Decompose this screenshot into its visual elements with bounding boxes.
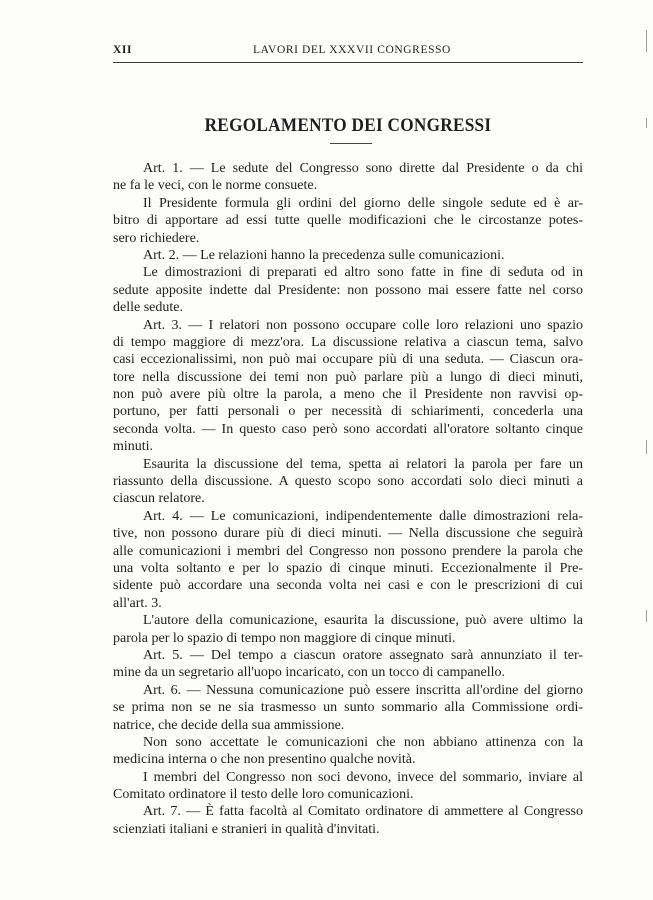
text-line: Art. 4. — Le comunicazioni, indipendentemente dalle dimostrazioni rela- [143, 508, 583, 524]
text-line: portuno, per fatti personali o per necessità di schiarimenti, concederla una [113, 404, 583, 420]
running-header [113, 40, 583, 60]
text-line: una volta soltanto e per lo spazio di cinque minuti. Eccezionalmente il Pre- [113, 560, 583, 576]
running-title: LAVORI DEL XXXVII CONGRESSO [253, 44, 451, 56]
title-underline [330, 143, 372, 144]
text-line: I membri del Congresso non soci devono, invece del sommario, inviare al [143, 769, 583, 785]
page-number: XII [113, 44, 133, 56]
section-title: REGOLAMENTO DEI CONGRESSI [204, 116, 492, 136]
text-line: alle comunicazioni i membri del Congresso non possono prendere la parola che [113, 543, 583, 559]
text-line: Comitato ordinatore il testo delle loro comunicazioni. [113, 787, 414, 803]
scan-edge-mark [646, 440, 647, 454]
text-line: all'art. 3. [113, 595, 162, 611]
text-line: seconda volta. — In questo caso però sono accordati all'oratore soltanto cinque [113, 421, 583, 437]
text-line: parola per lo spazio di tempo non maggiore di cinque minuti. [113, 630, 456, 646]
text-line: non può avere più oltre la parola, a meno che il Presidente non ravvisi op- [113, 387, 583, 403]
text-line: medicina interna o che non presentino qualche novità. [113, 752, 416, 768]
text-line: scienziati italiani e stranieri in qualità d'invitati. [113, 821, 380, 837]
text-line: sidente può accordare una seconda volta nei casi e con le prescrizioni di cui [113, 578, 583, 594]
text-line: mine da un segretario all'uopo incaricato, con un tocco di campanello. [113, 665, 506, 681]
body-text [113, 160, 583, 838]
header-rule [113, 62, 583, 63]
text-line: L'autore della comunicazione, esaurita la discussione, può avere ultimo la [143, 613, 583, 629]
text-line: Art. 7. — È fatta facoltà al Comitato ordinatore di ammettere al Congresso [143, 804, 583, 820]
scan-edge-mark [646, 610, 647, 622]
scan-edge-mark [646, 118, 647, 128]
text-line: Art. 2. — Le relazioni hanno la precedenza sulle comunicazioni. [143, 247, 505, 263]
text-line: ne fa le veci, con le norme consuete. [113, 178, 318, 194]
text-line: bitro di apportare ad essi tutte quelle modificazioni che le circostanze potes- [113, 213, 583, 229]
text-line: minuti. [113, 439, 154, 455]
text-line: Non sono accettate le comunicazioni che non abbiano attinenza con la [143, 734, 583, 750]
text-line: se prima non se ne sia trasmesso un sunto sommario alla Commissione ordi- [113, 700, 583, 716]
text-line: Le dimostrazioni di preparati ed altro sono fatte in fine di seduta od in [143, 265, 583, 281]
text-line: Art. 5. — Del tempo a ciascun oratore assegnato sarà annunziato il ter- [143, 647, 583, 663]
text-line: di tempo maggiore di mezz'ora. La discussione relativa a ciascun tema, salvo [113, 334, 583, 350]
text-line: Art. 6. — Nessuna comunicazione può essere inscritta all'ordine del giorno [143, 682, 583, 698]
text-line: ciascun relatore. [113, 491, 205, 507]
text-line: natrice, che decide della sua ammissione. [113, 717, 345, 733]
text-line: delle sedute. [113, 300, 183, 316]
text-line: sero richiedere. [113, 230, 200, 246]
text-line: Art. 3. — I relatori non possono occupare colle loro relazioni uno spazio [143, 317, 583, 333]
text-line: Art. 1. — Le sedute del Congresso sono dirette dal Presidente o da chi [143, 161, 583, 176]
text-line: Esaurita la discussione del tema, spetta ai relatori la parola per fare un [143, 456, 583, 472]
scan-edge-mark [646, 30, 647, 52]
text-line: tore nella discussione dei temi non può parlare più a lungo di dieci minuti, [113, 369, 583, 385]
text-line: casi eccezionalissimi, non può mai occupare più di una seduta. — Ciascun ora- [113, 352, 583, 368]
text-line: Il Presidente formula gli ordini del giorno delle singole sedute ed è ar- [143, 195, 583, 211]
text-line: sedute apposite indette dal Presidente: non possono mai essere fatte nel corso [113, 282, 583, 298]
text-line: tive, non possono durare più di dieci minuti. — Nella discussione che seguirà [113, 526, 583, 542]
text-line: riassunto della discussione. A questo scopo sono accordati solo dieci minuti a [113, 474, 583, 490]
